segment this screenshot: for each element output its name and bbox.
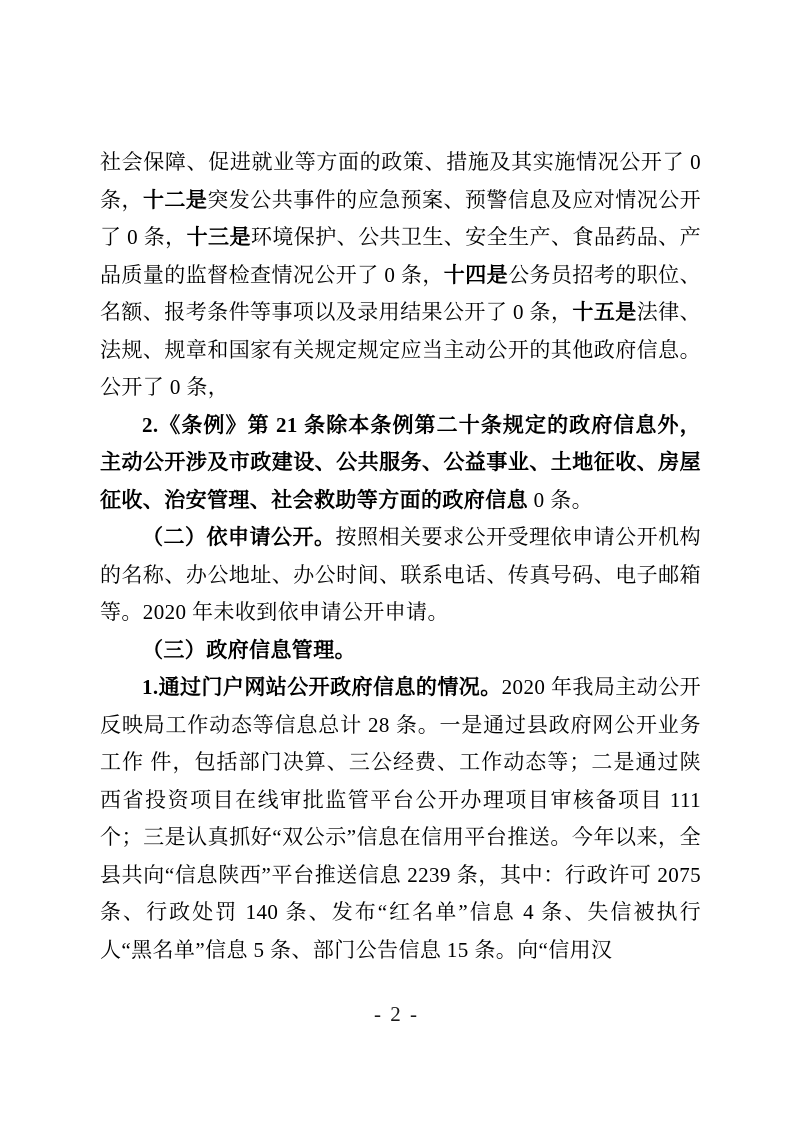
section-heading: （二）依申请公开。: [142, 525, 336, 549]
paragraph-subsection-1: [100, 669, 701, 969]
text-run-bold: 十二是: [142, 187, 208, 212]
document-body: [100, 144, 701, 969]
text-run: 按照相关要求公开受理依申请公开机构的名称、办公地址、办公时间、联系电话、传真号码、电子邮箱等。2020 年未收到依申请公开申请。: [100, 525, 701, 624]
text-run-bold: 2.《条例》第 21 条除本条例第二十条规定的政府信息外，主动公开涉及市政建设、公共服务、公益事业、土地征收、房屋征收、治安管理、社会救助等方面的政府信息: [100, 412, 701, 512]
text-run: 环境保护、公共卫生、安全生产、食品药品、产品质量的监督检查情况公开了 0 条，: [100, 225, 701, 287]
text-run: 社会保障、促进就业等方面的政策、措施及其实施情况公开了 0 条，: [100, 150, 701, 212]
text-run-bold: 十三是: [186, 225, 251, 249]
paragraph-continuation: [100, 144, 701, 407]
paragraph-item-2: [100, 407, 701, 520]
text-run: 法律、法规、规章和国家有关规定规定应当主动公开的其他政府信息。公开了 0 条，: [100, 300, 702, 399]
text-run: 公务员招考的职位、名额、报考条件等事项以及录用结果公开了 0 条，: [100, 262, 701, 324]
text-run: 0 条。: [528, 487, 593, 512]
text-run: 突发公共事件的应急预案、预警信息及应对情况公开了 0 条，: [100, 187, 701, 249]
page-footer: [0, 1002, 793, 1027]
subsection-heading: 1.通过门户网站公开政府信息的情况。: [142, 675, 502, 699]
paragraph-section-3: [100, 632, 701, 670]
text-run-bold: 十五是: [572, 300, 637, 324]
page-number: - 2 -: [374, 1002, 419, 1026]
text-run: 2020 年我局主动公开反映局工作动态等信息总计 28 条。一是通过县政府网公开业务工作 件，包括部门决算、三公经费、工作动态等；二是通过陕西省投资项目在线审批监管平台公开办理项目审核备项目 111 个；三是认真抓好“双公示”信息在信用平台推送。今年以来，全县共向“信息陕西”平台推送信息 2239 条，其中：行政许可 2075 条、行政处罚 140 条、发布“红名单”信息 4 条、失信被执行人“黑名单”信息 5 条、部门公告信息 15 条。向“信用汉: [100, 675, 701, 962]
paragraph-section-2: [100, 519, 701, 632]
section-heading: （三）政府信息管理。: [142, 637, 356, 662]
text-run-bold: 十四是: [443, 262, 509, 287]
